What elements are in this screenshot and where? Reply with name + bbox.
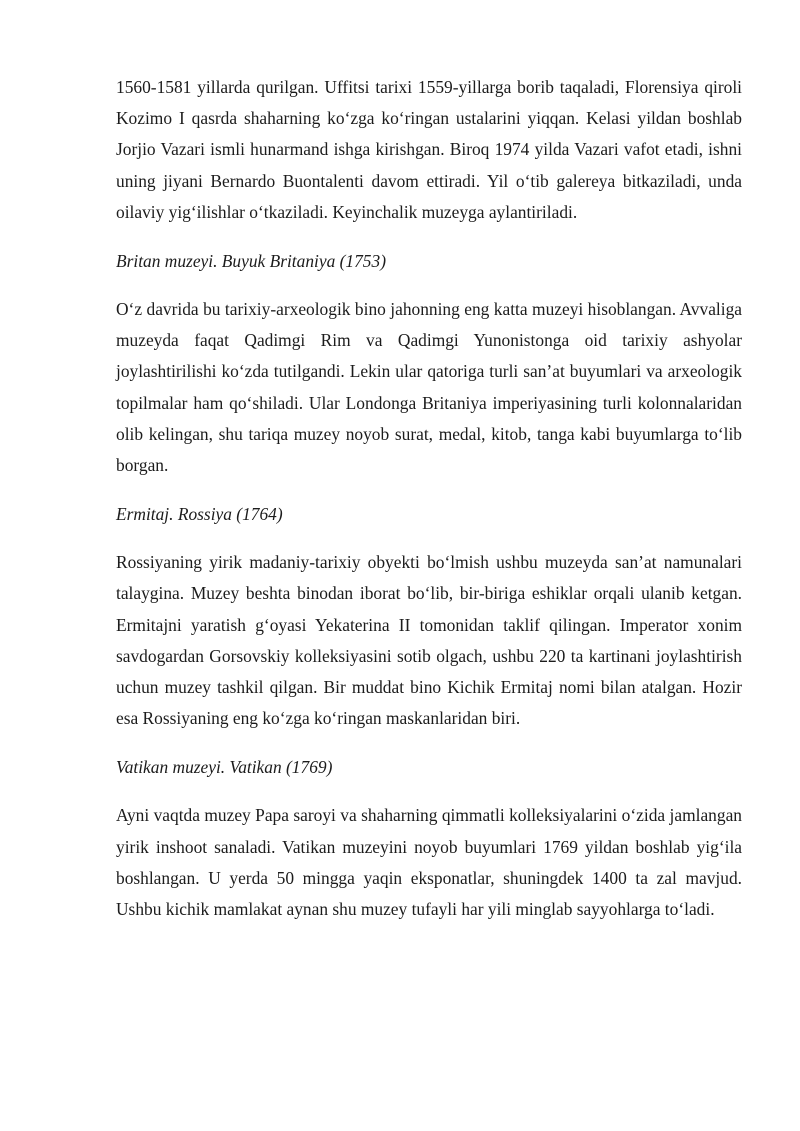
- section-heading-british-museum: Britan muzeyi. Buyuk Britaniya (1753): [116, 251, 386, 272]
- section-text-british-museum: O‘z davrida bu tarixiy-arxeologik bino jahonning eng katta muzeyi hisoblangan. Avvaliga muzeyda faqat Qadimgi Rim va Qadimgi Yunonistonga oid tarixiy ashyolar joylashtirilishi ko‘zda tutilgandi. Lekin ular qatoriga turli san’at buyumlari va arxeologik topilmalar ham qo‘shiladi. Ular Londonga Britaniya imperiyasining turli kolonnalaridan olib kelingan, shu tariqa muzey noyob surat, medal, kitob, tanga kabi buyumlarga to‘lib borgan.: [116, 299, 742, 476]
- section-heading-hermitage: Ermitaj. Rossiya (1764): [116, 504, 283, 525]
- section-text-vatican-museum: Ayni vaqtda muzey Papa saroyi va shaharning qimmatli kolleksiyalarini o‘zida jamlangan yirik inshoot sanaladi. Vatikan muzeyini noyob buyumlari 1769 yildan boshlab yig‘ila boshlangan. U yerda 50 mingga yaqin eksponatlar, shuningdek 1400 ta zal mavjud. Ushbu kichik mamlakat aynan shu muzey tufayli har yili minglab sayyohlarga to‘ladi.: [116, 805, 742, 920]
- section-text-hermitage: Rossiyaning yirik madaniy-tarixiy obyekti bo‘lmish ushbu muzeyda san’at namunalari talaygina. Muzey beshta binodan iborat bo‘lib, bir-biriga eshiklar orqali ulanib ketgan. Ermitajni yaratish g‘oyasi Yekaterina II tomonidan taklif qilingan. Imperator xonim savdogardan Gorsovskiy kolleksiyasini sotib olgach, ushbu 220 ta kartinani joylashtirish uchun muzey tashkil qilgan. Bir muddat bino Kichik Ermitaj nomi bilan atalgan. Hozir esa Rossiyaning eng ko‘zga ko‘ringan maskanlaridan biri.: [116, 552, 742, 729]
- section-heading-vatican-museum: Vatikan muzeyi. Vatikan (1769): [116, 757, 333, 778]
- document-page: [116, 72, 742, 943]
- intro-paragraph: 1560-1581 yillarda qurilgan. Uffitsi tarixi 1559-yillarga borib taqaladi, Florensiya qiroli Kozimo I qasrda shaharning ko‘zga ko‘ringan ustalarini yiqqan. Kelasi yildan boshlab Jorjio Vazari ismli hunarmand ishga kirishgan. Biroq 1974 yilda Vazari vafot etadi, ishni uning jiyani Bernardo Buontalenti davom ettiradi. Yil o‘tib galereya bitkaziladi, unda oilaviy yig‘ilishlar o‘tkaziladi. Keyinchalik muzeyga aylantiriladi.: [116, 77, 742, 222]
